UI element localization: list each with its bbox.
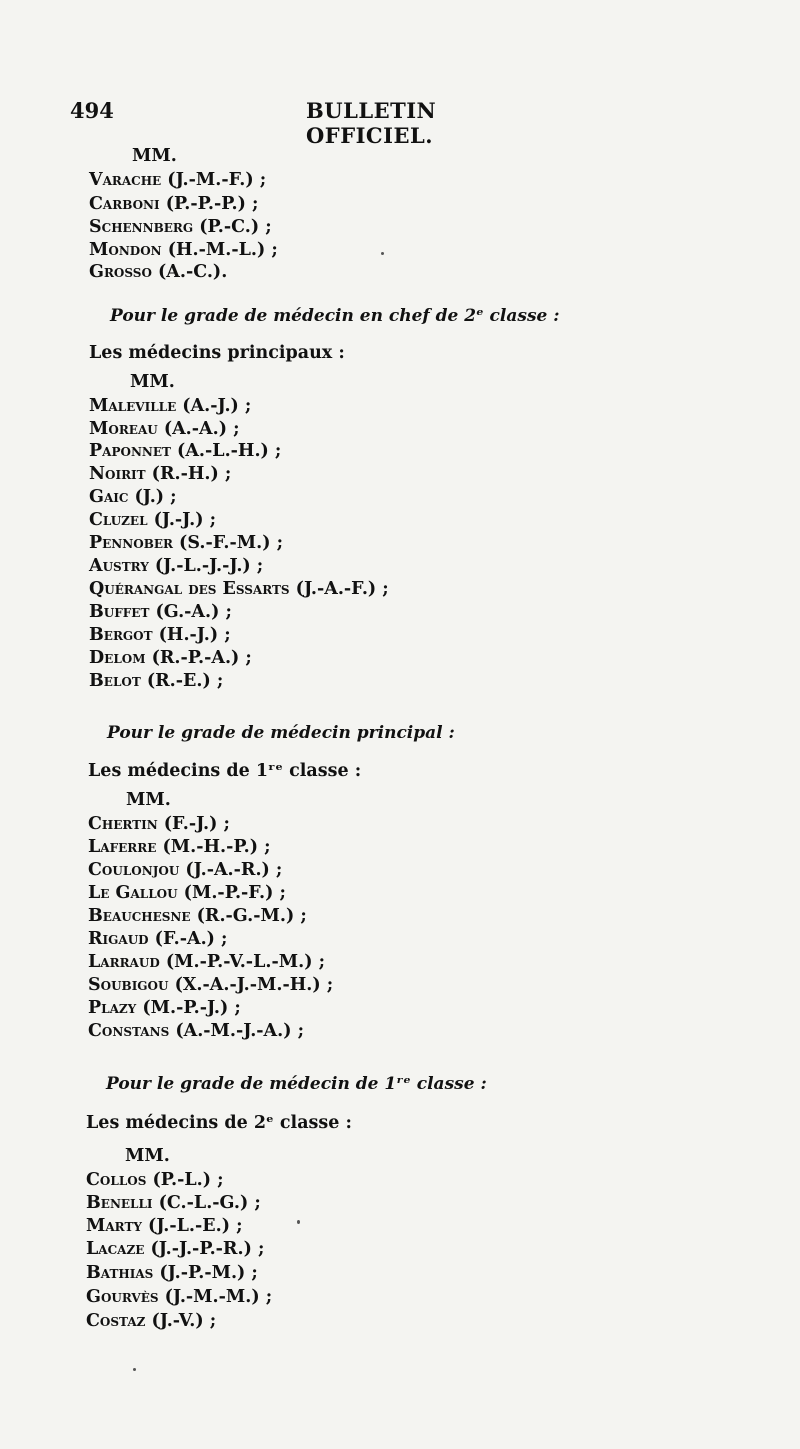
name-entry: [89, 671, 223, 691]
running-title: BULLETIN OFFICIEL.: [306, 98, 437, 148]
name-entry: [89, 441, 281, 461]
initials: (J.-V.) ;: [145, 1311, 217, 1331]
name-entry: [89, 170, 266, 190]
surname: Plazy: [88, 998, 137, 1018]
surname: Pennober: [89, 533, 173, 553]
surname: Beauchesne: [88, 906, 191, 926]
surname: Cluzel: [89, 510, 148, 530]
mm-label: MM.: [132, 146, 177, 166]
page-number: 494: [70, 98, 114, 123]
name-entry: [86, 1287, 272, 1307]
name-entry: [88, 814, 230, 834]
name-entry: [89, 602, 232, 622]
name-entry: [88, 998, 241, 1018]
surname: Delom: [89, 648, 146, 668]
initials: (A.-C.).: [151, 262, 228, 282]
initials: (M.-P.-V.-L.-M.) ;: [159, 952, 326, 972]
name-entry: [88, 906, 307, 926]
surname: Austry: [89, 556, 149, 576]
mm-label: MM.: [130, 372, 175, 392]
initials: (S.-F.-M.) ;: [172, 533, 284, 553]
name-entry: [86, 1263, 258, 1283]
initials: (R.-P.-A.) ;: [145, 648, 252, 668]
initials: (F.-A.) ;: [148, 929, 228, 949]
name-entry: [89, 648, 252, 668]
scan-speck: [297, 1220, 300, 1224]
name-entry: [88, 952, 325, 972]
name-entry: [88, 1021, 304, 1041]
name-entry: [86, 1170, 224, 1190]
initials: (J.-A.-R.) ;: [179, 860, 283, 880]
name-entry: [86, 1193, 261, 1213]
name-entry: [86, 1216, 243, 1236]
name-entry: [89, 556, 263, 576]
surname: Lacaze: [86, 1239, 145, 1259]
surname: Noirit: [89, 464, 146, 484]
name-entry: [89, 419, 240, 439]
initials: (R.-G.-M.) ;: [190, 906, 307, 926]
section-heading: Pour le grade de médecin en chef de 2ᵉ classe :: [110, 306, 560, 326]
surname: Mondon: [89, 240, 162, 260]
name-entry: [89, 464, 231, 484]
surname: Soubigou: [88, 975, 169, 995]
surname: Laferre: [88, 837, 157, 857]
section-heading: Pour le grade de médecin principal :: [107, 723, 455, 743]
initials: (R.-H.) ;: [145, 464, 232, 484]
initials: (A.-A.) ;: [157, 419, 240, 439]
initials: (J.-L.-E.) ;: [141, 1216, 243, 1236]
initials: (J.-P.-M.) ;: [153, 1263, 258, 1283]
mm-label: MM.: [125, 1146, 170, 1166]
mm-label: MM.: [126, 790, 171, 810]
name-entry: [89, 396, 251, 416]
surname: Bergot: [89, 625, 153, 645]
initials: (J.-L.-J.-J.) ;: [148, 556, 264, 576]
surname: Bathias: [86, 1263, 154, 1283]
name-entry: [86, 1239, 264, 1259]
initials: (J.-J.) ;: [147, 510, 217, 530]
surname: Collos: [86, 1170, 147, 1190]
surname: Varache: [89, 170, 162, 190]
initials: (J.-M.-F.) ;: [161, 170, 267, 190]
name-entry: [86, 1311, 216, 1331]
section-intro: Les médecins de 2ᵉ classe :: [86, 1113, 352, 1133]
name-entry: [88, 860, 282, 880]
surname: Coulonjou: [88, 860, 180, 880]
page-header: [70, 98, 520, 148]
surname: Costaz: [86, 1311, 146, 1331]
name-entry: [89, 217, 272, 237]
section-heading: Pour le grade de médecin de 1ʳᵉ classe :: [106, 1074, 487, 1094]
surname: Gaic: [89, 487, 129, 507]
initials: (A.-J.) ;: [176, 396, 252, 416]
initials: (G.-A.) ;: [149, 602, 232, 622]
surname: Larraud: [88, 952, 160, 972]
initials: (P.-P.-P.) ;: [159, 194, 259, 214]
name-entry: [89, 240, 278, 260]
name-entry: [89, 579, 389, 599]
surname: Belot: [89, 671, 141, 691]
name-entry: [88, 975, 333, 995]
surname: Le Gallou: [88, 883, 178, 903]
surname: Paponnet: [89, 441, 171, 461]
initials: (C.-L.-G.) ;: [152, 1193, 261, 1213]
name-entry: [89, 510, 216, 530]
initials: (P.-L.) ;: [146, 1170, 224, 1190]
section-intro: Les médecins principaux :: [89, 343, 345, 363]
initials: (F.-J.) ;: [157, 814, 230, 834]
initials: (M.-P.-F.) ;: [177, 883, 286, 903]
initials: (H.-M.-L.) ;: [161, 240, 278, 260]
initials: (A.-L.-H.) ;: [170, 441, 282, 461]
surname: Gourvès: [86, 1287, 159, 1307]
surname: Rigaud: [88, 929, 149, 949]
surname: Constans: [88, 1021, 170, 1041]
surname: Schennberg: [89, 217, 194, 237]
initials: (R.-E.) ;: [140, 671, 224, 691]
initials: (J.-J.-P.-R.) ;: [144, 1239, 265, 1259]
initials: (J.-A.-F.) ;: [289, 579, 389, 599]
section-intro: Les médecins de 1ʳᵉ classe :: [88, 761, 362, 781]
initials: (X.-A.-J.-M.-H.) ;: [168, 975, 334, 995]
initials: (M.-P.-J.) ;: [136, 998, 241, 1018]
surname: Quérangal des Essarts: [89, 579, 290, 599]
initials: (P.-C.) ;: [193, 217, 272, 237]
name-entry: [89, 625, 231, 645]
surname: Chertin: [88, 814, 158, 834]
surname: Marty: [86, 1216, 142, 1236]
initials: (J.) ;: [128, 487, 177, 507]
surname: Carboni: [89, 194, 160, 214]
surname: Moreau: [89, 419, 158, 439]
surname: Benelli: [86, 1193, 153, 1213]
name-entry: [88, 929, 228, 949]
surname: Maleville: [89, 396, 177, 416]
initials: (A.-M.-J.-A.) ;: [169, 1021, 305, 1041]
name-entry: [89, 487, 177, 507]
surname: Buffet: [89, 602, 150, 622]
name-entry: [88, 883, 286, 903]
name-entry: [89, 533, 283, 553]
name-entry: [89, 262, 227, 282]
scan-speck: [133, 1368, 136, 1371]
initials: (M.-H.-P.) ;: [156, 837, 271, 857]
surname: Grosso: [89, 262, 152, 282]
initials: (H.-J.) ;: [152, 625, 231, 645]
name-entry: [89, 194, 258, 214]
scan-speck: [381, 252, 384, 255]
initials: (J.-M.-M.) ;: [158, 1287, 273, 1307]
name-entry: [88, 837, 271, 857]
